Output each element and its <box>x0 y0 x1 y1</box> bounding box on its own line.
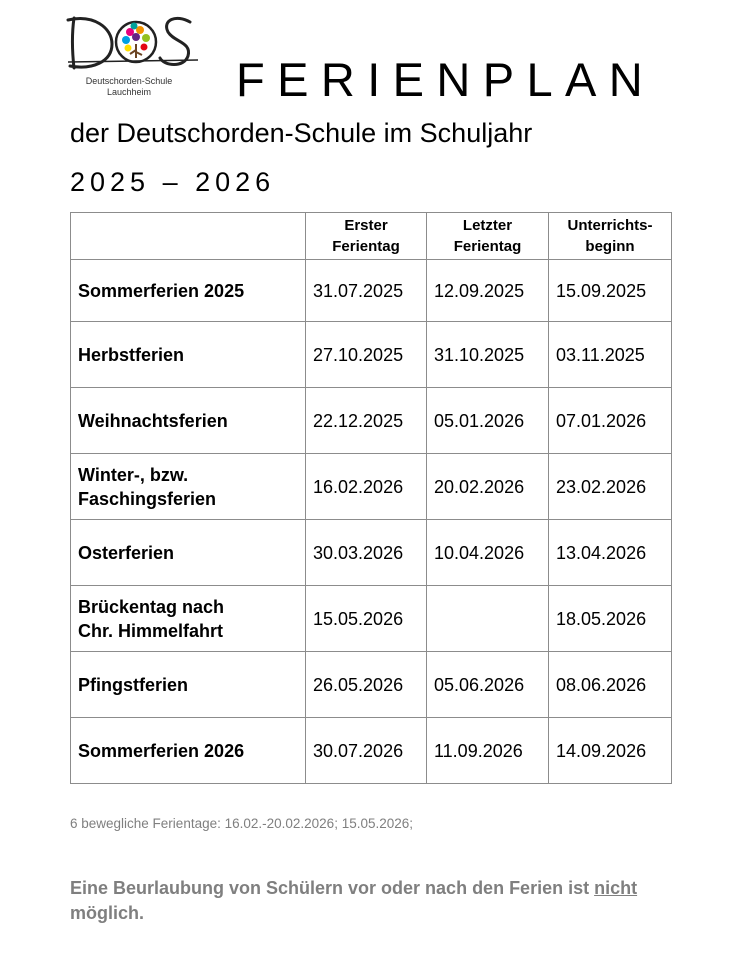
table-row <box>71 718 672 784</box>
table-row <box>71 322 672 388</box>
school-logo <box>64 10 204 106</box>
school-start-cell: 13.04.2026 <box>549 520 672 586</box>
page-title: FERIENPLAN <box>236 53 656 106</box>
page-subtitle: der Deutschorden-Schule im Schuljahr <box>70 118 533 148</box>
holiday-name: Pfingstferien <box>71 652 306 718</box>
school-start-cell: 15.09.2025 <box>549 260 672 322</box>
holiday-table <box>70 212 672 784</box>
school-start-cell: 14.09.2026 <box>549 718 672 784</box>
holiday-name: Brückentag nach Chr. Himmelfahrt <box>71 586 306 652</box>
header-first-day: Erster Ferientag <box>306 213 427 260</box>
table-row <box>71 388 672 454</box>
last-day-cell: 05.01.2026 <box>427 388 549 454</box>
first-day-cell: 27.10.2025 <box>306 322 427 388</box>
warning-text-start: Eine Beurlaubung von Schülern vor oder nach den Ferien ist <box>70 878 595 898</box>
first-day-cell: 22.12.2025 <box>306 388 427 454</box>
last-day-cell: 05.06.2026 <box>427 652 549 718</box>
school-start-cell: 18.05.2026 <box>549 586 672 652</box>
holiday-name: Sommerferien 2025 <box>71 260 306 322</box>
logo-caption-school: Deutschorden-Schule <box>85 76 173 86</box>
holiday-name: Sommerferien 2026 <box>71 718 306 784</box>
logo-caption-town: Lauchheim <box>106 87 152 97</box>
school-year: 2025 – 2026 <box>70 167 276 197</box>
school-start-cell: 08.06.2026 <box>549 652 672 718</box>
last-day-cell: 31.10.2025 <box>427 322 549 388</box>
warning-text-end: möglich. <box>70 903 145 923</box>
last-day-cell: 12.09.2025 <box>427 260 549 322</box>
warning-emphasis: nicht <box>594 878 638 898</box>
leave-warning <box>70 876 670 926</box>
first-day-cell: 31.07.2025 <box>306 260 427 322</box>
logo-caption <box>74 76 184 98</box>
table-row <box>71 454 672 520</box>
first-day-cell: 30.03.2026 <box>306 520 427 586</box>
first-day-cell: 30.07.2026 <box>306 718 427 784</box>
table-header-row <box>71 213 672 260</box>
last-day-cell: 11.09.2026 <box>427 718 549 784</box>
first-day-cell: 16.02.2026 <box>306 454 427 520</box>
logo-mark <box>64 10 204 80</box>
table-row <box>71 652 672 718</box>
holiday-name: Osterferien <box>71 520 306 586</box>
holiday-name: Winter-, bzw. Faschingsferien <box>71 454 306 520</box>
first-day-cell: 26.05.2026 <box>306 652 427 718</box>
table-row <box>71 586 672 652</box>
flexible-days-note: 6 bewegliche Ferientage: 16.02.-20.02.2026; 15.05.2026; <box>70 816 414 831</box>
header-school-start: Unterrichts- beginn <box>549 213 672 260</box>
header-empty-cell <box>71 213 306 260</box>
table-row <box>71 260 672 322</box>
school-start-cell: 03.11.2025 <box>549 322 672 388</box>
holiday-name: Weihnachtsferien <box>71 388 306 454</box>
header-last-day: Letzter Ferientag <box>427 213 549 260</box>
table-row <box>71 520 672 586</box>
last-day-cell: 10.04.2026 <box>427 520 549 586</box>
first-day-cell: 15.05.2026 <box>306 586 427 652</box>
holiday-name: Herbstferien <box>71 322 306 388</box>
last-day-cell: 20.02.2026 <box>427 454 549 520</box>
school-start-cell: 23.02.2026 <box>549 454 672 520</box>
school-start-cell: 07.01.2026 <box>549 388 672 454</box>
last-day-cell <box>427 586 549 652</box>
